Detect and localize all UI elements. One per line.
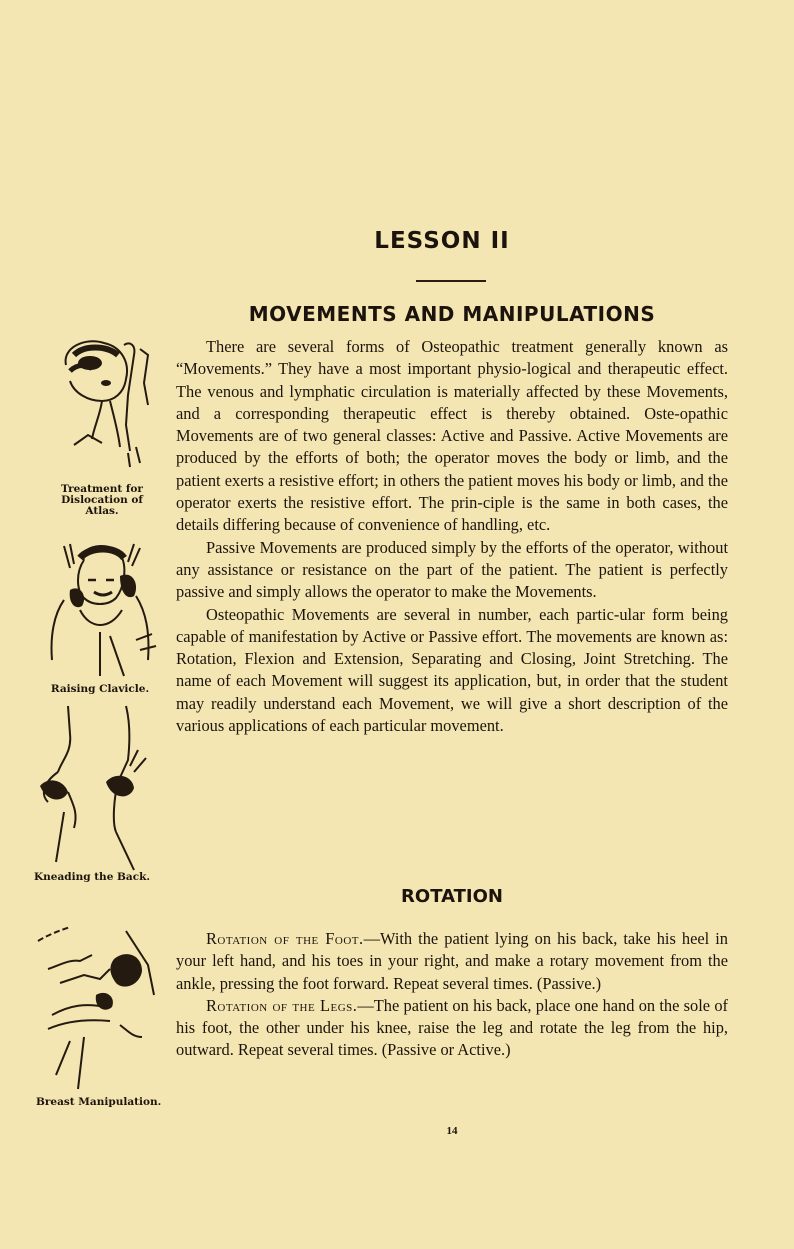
paragraph: [176, 995, 728, 1062]
paragraph: [176, 928, 728, 995]
atlas-figure: [44, 335, 159, 470]
atlas-illustration: [44, 335, 159, 470]
breast-manipulation-illustration: [30, 925, 170, 1097]
clavicle-figure: [40, 540, 160, 680]
lesson-title: LESSON II: [374, 228, 510, 254]
paragraph: Osteopathic Movements are several in number, each partic-ular form being capable of manifestation by Active or Passive effort. The movements are known as: Rotation, Flexion and Extension, Separating and Closing, Joint Stretching. The name of each Movement will suggest its application, but, in order that the student may readily understand each Movement, we will give a short description of the various applications of each particular movement.: [176, 604, 728, 736]
breast-manipulation-figure: [30, 925, 170, 1097]
figure-caption: Breast Manipulation.: [36, 1096, 162, 1108]
title-divider: [416, 280, 486, 282]
kneading-illustration: [34, 702, 164, 872]
page-number: 14: [446, 1125, 458, 1137]
paragraph: There are several forms of Osteopathic treatment generally known as “Movements.” They have a most important physio-logical and therapeutic effect. The venous and lymphatic circulation is materially affected by these Movements, and a corresponding therapeutic effect is thereby obtained. Oste-opathic Movements are of two general classes: Active and Passive. Active Movements are produced by the efforts of both; the operator moves the body or limb, and the patient exerts a resistive effort; in others the patient moves his body or limb, and the operator exerts the resistive effort. The prin-ciple is the same in both cases, the details differing because of convenience of handling, etc.: [176, 337, 728, 535]
kneading-figure: [34, 702, 164, 872]
rotation-heading: ROTATION: [401, 886, 503, 907]
item-text: —With the patient lying on his back, take his heel in your left hand, and his toes in your right, and make a rotary movement from the ankle, pressing the foot forward. Repeat several times. (Passive.): [176, 929, 728, 993]
figure-caption: Raising Clavicle.: [50, 683, 150, 695]
figure-caption: Treatment for Dislocation of Atlas.: [61, 483, 143, 517]
item-text: —The patient on his back, place one hand on the sole of his foot, the other under his knee, raise the leg and rotate the leg from the hip, outward. Repeat several times. (Passive or Active.): [176, 995, 728, 1060]
clavicle-illustration: [40, 540, 160, 680]
intro-text: [176, 336, 728, 737]
figure-caption: Kneading the Back.: [34, 871, 151, 883]
item-label: Rotation of the Foot.: [206, 929, 364, 948]
paragraph: Passive Movements are produced simply by the efforts of the operator, without any assistance or resistance on the part of the patient. The patient is perfectly passive and simply allows the operator to make the Movements.: [176, 537, 728, 602]
rotation-text: [176, 928, 728, 1062]
item-label: Rotation of the Legs.: [206, 995, 358, 1015]
section-heading: MOVEMENTS AND MANIPULATIONS: [248, 302, 656, 326]
